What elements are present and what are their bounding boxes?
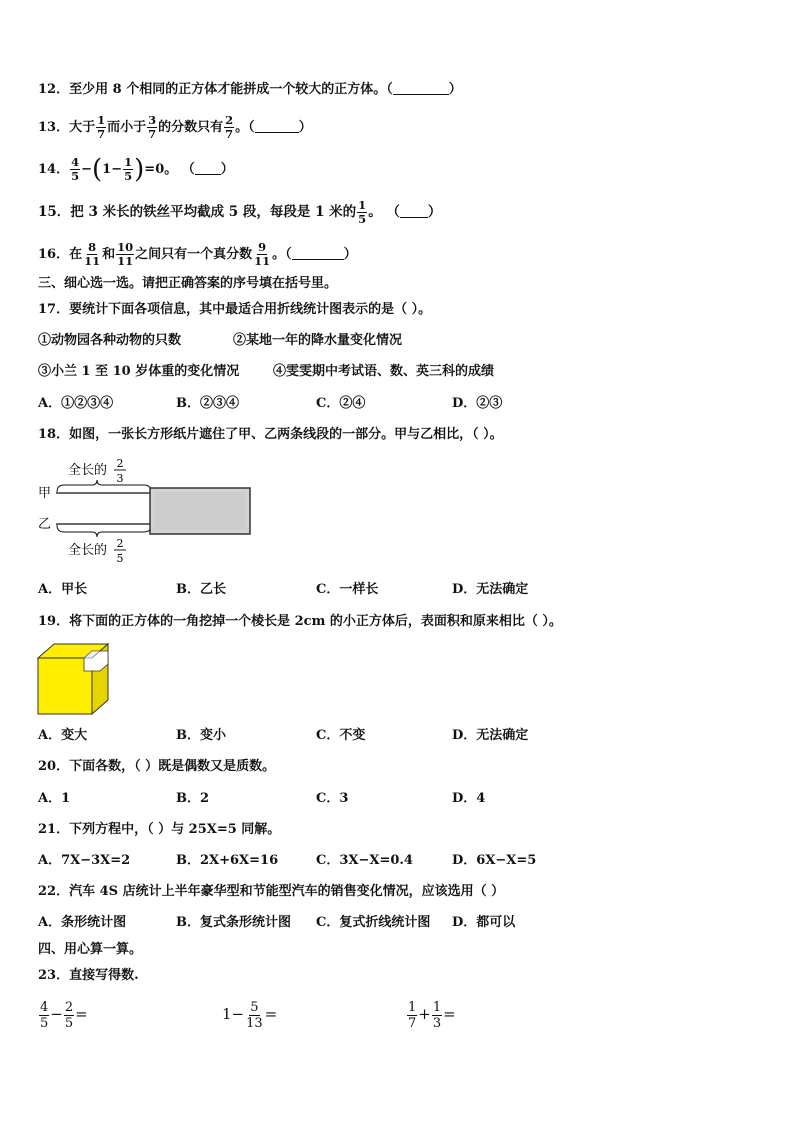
fraction: $\frac{1}{7}$ [97,113,106,141]
question-16: 16．在 $\frac{8}{11}$ 和 $\frac{10}{11}$ 之间只有一个真分数 $\frac{9}{11}$ 。（ ） [38,240,357,268]
q17-item-4: ④雯雯期中考试语、数、英三科的成绩 [273,364,495,379]
bottom-frac-den: 5 [116,552,124,565]
question-20: 20．下面各数，（ ）既是偶数又是质数。 [38,759,276,774]
question-15: 15．把 3 米长的铁丝平均截成 5 段，每段是 1 米的 $\frac{1}{5}$ 。 （ ） [38,198,442,226]
q19-option-b[interactable]: B．变小 [176,728,226,743]
top-frac-den: 3 [116,472,124,485]
question-22: 22．汽车 4S 店统计上半年豪华型和节能型汽车的销售变化情况，应该选用（ ） [38,884,505,899]
q21-option-d[interactable]: D．6X−X=5 [452,853,537,868]
q21-option-a[interactable]: A．7X−3X=2 [38,853,131,868]
q21-option-c[interactable]: C．3X−X=0.4 [316,853,413,868]
q22-option-c[interactable]: C．复式折线统计图 [316,915,431,930]
fraction: $\frac{8}{11}$ [84,240,101,268]
bottom-label: 全长的 [68,543,108,558]
left-paren: ( [92,154,103,185]
q17-option-b[interactable]: B．②③④ [176,396,239,411]
bottom-frac-num: 2 [116,537,124,550]
bottom-brace [57,525,151,537]
cube-figure [36,642,112,716]
q21-option-b[interactable]: B．2X+6X=16 [176,853,279,868]
q17-option-a[interactable]: A．①②③④ [38,396,114,411]
q22-option-a[interactable]: A．条形统计图 [38,915,127,930]
expression-3: $\frac{1}{7}$ + $\frac{1}{3}$ = [408,999,456,1031]
top-brace [57,480,151,492]
q19-option-c[interactable]: C．不变 [316,728,366,743]
section-heading-4: 四、用心算一算。 [38,942,143,957]
question-19: 19．将下面的正方体的一角挖掉一个棱长是 2cm 的小正方体后，表面积和原来相比（ ）。 [38,614,562,629]
answer-blank[interactable] [255,118,299,133]
question-17: 17．要统计下面各项信息，其中最适合用折线统计图表示的是（ ）。 [38,302,432,317]
section-heading-3: 三、细心选一选。请把正确答案的序号填在括号里。 [38,276,338,291]
answer-blank[interactable] [195,160,221,175]
question-18: 18．如图，一张长方形纸片遮住了甲、乙两条线段的一部分。甲与乙相比，（ ）。 [38,427,503,442]
q20-option-c[interactable]: C．3 [316,791,349,806]
q18-option-c[interactable]: C．一样长 [316,582,379,597]
q17-option-c[interactable]: C．②④ [316,396,366,411]
q19-option-d[interactable]: D．无法确定 [452,728,529,743]
q17-item-2: ②某地一年的降水量变化情况 [233,333,403,348]
q17-item-1: ①动物园各种动物的只数 [38,333,182,348]
label-jia: 甲 [38,486,52,501]
answer-blank[interactable] [393,80,449,95]
label-yi: 乙 [38,517,52,532]
fraction: $\frac{9}{11}$ [254,240,271,268]
q22-option-b[interactable]: B．复式条形统计图 [176,915,291,930]
q17-item-3: ③小兰 1 至 10 岁体重的变化情况 [38,364,240,379]
question-13: 13．大于 $\frac{1}{7}$ 而小于 $\frac{3}{7}$ 的分数只有 $\frac{2}{7}$ 。（ ） [38,113,312,141]
q20-option-a[interactable]: A．1 [38,791,71,806]
top-frac-num: 2 [116,457,124,470]
q20-option-b[interactable]: B．2 [176,791,210,806]
question-21: 21．下列方程中，（ ）与 25X=5 同解。 [38,822,281,837]
answer-blank[interactable] [292,245,344,260]
fraction: $\frac{1}{5}$ [358,198,367,226]
q22-option-d[interactable]: D．都可以 [452,915,516,930]
fraction: $\frac{2}{7}$ [225,113,234,141]
top-label: 全长的 [68,463,108,478]
q19-option-a[interactable]: A．变大 [38,728,88,743]
right-paren: ) [134,154,145,185]
q17-option-d[interactable]: D．②③ [452,396,503,411]
fraction: $\frac{4}{5}$ [71,155,80,183]
fraction: $\frac{1}{5}$ [124,155,133,183]
q18-option-d[interactable]: D．无法确定 [452,582,529,597]
answer-blank[interactable] [400,203,428,218]
q20-option-d[interactable]: D．4 [452,791,486,806]
segment-diagram [34,452,264,570]
q18-option-b[interactable]: B．乙长 [176,582,226,597]
q18-option-a[interactable]: A．甲长 [38,582,88,597]
question-14: 14． $\frac{4}{5}$ −(1− $\frac{1}{5}$ )=0。 （ ） [38,154,234,185]
paper-texture [154,492,246,530]
expression-2: 1− $\frac{5}{13}$ = [222,999,278,1031]
question-23: 23．直接写得数. [38,968,139,983]
expression-1: $\frac{4}{5}$ − $\frac{2}{5}$ = [40,999,88,1031]
question-12: 12．至少用 8 个相同的正方体才能拼成一个较大的正方体。（ ） [38,82,462,97]
fraction: $\frac{3}{7}$ [148,113,157,141]
fraction: $\frac{10}{11}$ [117,240,134,268]
